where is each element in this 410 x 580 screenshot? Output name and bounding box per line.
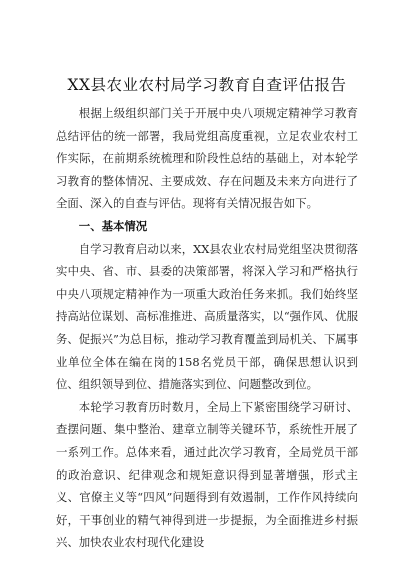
document-title: XX县农业农村局学习教育自查评估报告	[67, 76, 347, 94]
section-heading-basic-situation: 一、基本情况	[78, 218, 148, 233]
basic-situation-paragraph-1: 自学习教育启动以来，XX县农业农村局党组坚决贯彻落实中央、省、市、县委的决策部署，将深入学习和严格执行中央八项规定精神作为一项重大政治任务来抓。我们始终坚持高站位谋划、高标准推进、高质量落实，以“强作风、优服务、促振兴”为总目标，推动学习教育覆盖到局机关、下属事业单位全体在编在岗的158名党员干部，确保思想认识到位、组织领导到位、措施落实到位、问题整改到位。	[56, 241, 358, 392]
basic-situation-paragraph-2: 本轮学习教育历时数月，全局上下紧密围绕学习研讨、查摆问题、集中整治、建章立制等关键环节，系统性开展了一系列工作。总体来看，通过此次学习教育，全局党员干部的政治意识、纪律观念和规矩意识得到显著增强，形式主义、官僚主义等“四风”问题得到有效遏制，工作作风持续向好，干事创业的精气神得到进一步提振，为全面推进乡村振兴、加快农业农村现代化建设	[56, 399, 358, 550]
intro-paragraph: 根据上级组织部门关于开展中央八项规定精神学习教育总结评估的统一部署，我局党组高度重视，立足农业农村工作实际，在前期系统梳理和阶段性总结的基础上，对本轮学习教育的整体情况、主要成效、存在问题及未来方向进行了全面、深入的自查与评估。现将有关情况报告如下。	[56, 106, 358, 211]
